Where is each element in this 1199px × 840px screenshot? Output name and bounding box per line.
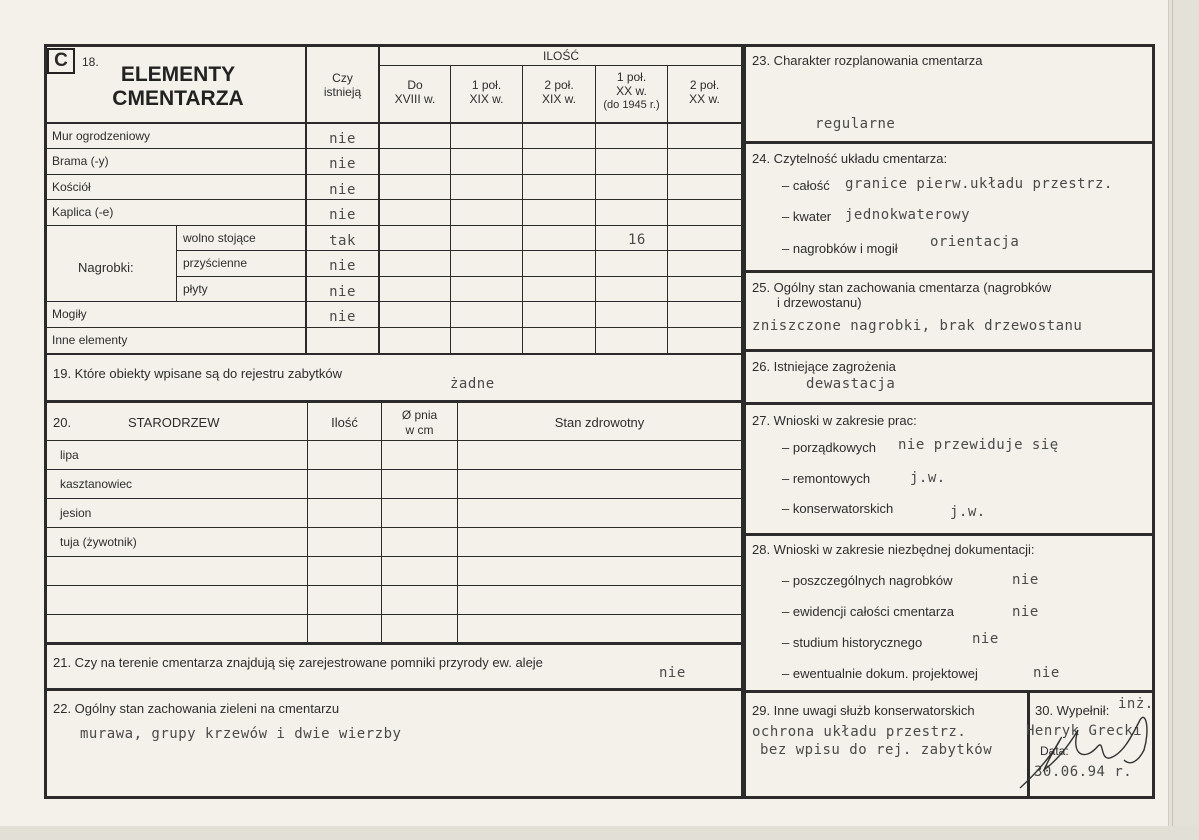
tree-name: jesion	[60, 506, 92, 520]
s26-label: 26. Istniejące zagrożenia	[752, 359, 896, 374]
tree-name: kasztanowiec	[60, 477, 133, 491]
s19-value: żadne	[450, 376, 495, 392]
s25-label-1: 25. Ogólny stan zachowania cmentarza (nagrobków	[752, 280, 1052, 295]
element-exists: tak	[329, 233, 356, 249]
period-header-line: XVIII w.	[394, 92, 436, 106]
s30-date: 30.06.94 r.	[1034, 764, 1133, 780]
period-header-line: 1 poł.	[471, 78, 502, 92]
tree-name: lipa	[60, 448, 79, 462]
s25-value: zniszczone nagrobki, brak drzewostanu	[752, 318, 1083, 334]
s20-col-diam-2: w cm	[405, 423, 434, 437]
period-header-line: 1 poł.	[616, 70, 647, 84]
s28-item-value: nie	[972, 631, 999, 647]
s27-item-label: – porządkowych	[782, 440, 876, 455]
s23-value: regularne	[815, 116, 896, 132]
period-header-line: XX w.	[689, 92, 720, 106]
s19-label: 19. Które obiekty wpisane są do rejestru zabytków	[53, 366, 343, 381]
s20-title: STARODRZEW	[128, 415, 220, 430]
period-header-line: Do	[407, 78, 423, 92]
s22-label: 22. Ogólny stan zachowania zieleni na cmentarzu	[53, 701, 340, 716]
s24-item-label: – kwater	[782, 209, 832, 224]
element-label: wolno stojące	[183, 231, 256, 245]
col-exists-header-2: istnieją	[323, 85, 362, 99]
s28-item-label: – ewidencji całości cmentarza	[782, 604, 954, 619]
s26-value: dewastacja	[806, 376, 896, 392]
s28-item-value: nie	[1012, 572, 1039, 588]
period-header-line: XX w.	[616, 84, 647, 98]
s25-label-2: i drzewostanu)	[777, 295, 862, 310]
s28-item-value: nie	[1012, 604, 1039, 620]
period-header-line: (do 1945 r.)	[603, 99, 660, 111]
s24-item-label: – nagrobków i mogił	[782, 241, 898, 256]
section-title-line1: ELEMENTY	[120, 63, 236, 86]
s21-value: nie	[659, 665, 686, 681]
s20-col-diam-1: Ø pnia	[401, 408, 438, 422]
element-exists: nie	[329, 309, 356, 325]
s29-value-2: bez wpisu do rej. zabytków	[760, 743, 993, 757]
element-exists: nie	[329, 207, 356, 223]
s29-value-1: ochrona układu przestrz.	[752, 724, 967, 740]
s30-name-title: inż.	[1118, 696, 1154, 712]
s21-label: 21. Czy na terenie cmentarza znajdują się zarejestrowane pomniki przyrody ew. aleje	[53, 655, 543, 670]
s23-label: 23. Charakter rozplanowania cmentarza	[752, 53, 983, 68]
element-exists: nie	[329, 156, 356, 172]
s28-item-value: nie	[1033, 665, 1060, 681]
signature	[1000, 700, 1170, 795]
col-quantity-header: ILOŚĆ	[542, 49, 579, 63]
section-number: 18.	[82, 55, 99, 69]
period-header-line: 2 poł.	[544, 78, 574, 92]
s24-item-value: granice pierw.układu przestrz.	[845, 177, 1113, 191]
s24-item-value: jednokwaterowy	[845, 207, 971, 223]
s22-value: murawa, grupy krzewów i dwie wierzby	[80, 726, 402, 742]
section-letter: C	[47, 48, 75, 74]
element-label: Kaplica (-e)	[52, 205, 114, 219]
s20-number: 20.	[53, 415, 72, 430]
col-exists-header-1: Czy	[332, 71, 353, 85]
s27-item-label: – konserwatorskich	[782, 501, 894, 516]
s20-col-count: Ilość	[331, 415, 358, 430]
element-exists: nie	[329, 131, 356, 147]
element-label: płyty	[183, 282, 208, 296]
element-exists: nie	[329, 284, 356, 300]
s24-item-value: orientacja	[930, 234, 1020, 250]
s27-item-label: – remontowych	[782, 471, 871, 486]
s29-label: 29. Inne uwagi służb konserwatorskich	[752, 703, 975, 718]
s27-item-value: nie przewiduje się	[898, 437, 1059, 453]
tree-name: tuja (żywotnik)	[60, 535, 137, 549]
s24-label: 24. Czytelność układu cmentarza:	[752, 151, 948, 166]
s28-label: 28. Wnioski w zakresie niezbędnej dokumentacji:	[752, 542, 1035, 557]
s24-item-label: – całość	[782, 178, 830, 193]
s27-item-value: j.w.	[950, 504, 986, 520]
element-exists: nie	[329, 258, 356, 274]
element-label: Inne elementy	[52, 333, 128, 347]
s28-item-label: – ewentualnie dokum. projektowej	[782, 666, 978, 681]
period-header-line: XIX w.	[541, 92, 576, 106]
s27-item-value: j.w.	[910, 470, 946, 486]
s30-name: Henryk Grecki	[1026, 724, 1143, 738]
s30-label: 30. Wypełnił:	[1035, 703, 1110, 718]
element-count: 16	[628, 232, 646, 248]
s27-label: 27. Wnioski w zakresie prac:	[752, 413, 917, 428]
s20-col-health: Stan zdrowotny	[554, 415, 645, 430]
element-label: Mur ogrodzeniowy	[52, 129, 151, 143]
scan-edge-bottom	[0, 826, 1199, 840]
section-title-line2: CMENTARZA	[112, 87, 244, 110]
period-header-line: XIX w.	[469, 92, 504, 106]
s28-item-label: – studium historycznego	[782, 635, 923, 650]
s30-date-label: Data:	[1040, 744, 1069, 758]
element-label: Mogiły	[52, 307, 87, 321]
element-label: przyścienne	[183, 256, 248, 270]
element-label: Kościół	[52, 180, 91, 194]
element-exists: nie	[329, 182, 356, 198]
page-fold-line	[1172, 0, 1173, 840]
s28-item-label: – poszczególnych nagrobków	[782, 573, 953, 588]
element-label: Brama (-y)	[52, 154, 109, 168]
nagrobki-label: Nagrobki:	[78, 260, 134, 275]
period-header-line: 2 poł.	[689, 78, 720, 92]
